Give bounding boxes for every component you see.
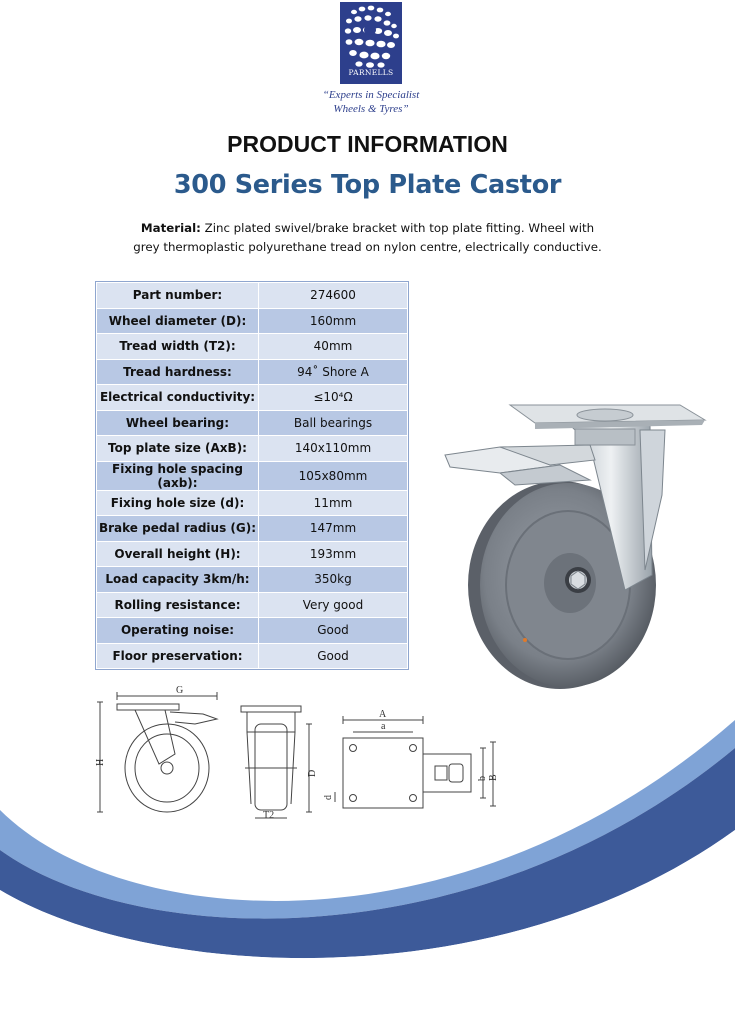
- label-a-small: a: [381, 721, 386, 732]
- spec-row: [97, 359, 408, 385]
- spec-value: Good: [259, 618, 408, 644]
- spec-row: [97, 490, 408, 516]
- spec-label: Tread width (T2):: [97, 334, 259, 360]
- spec-label: Tread hardness:: [97, 359, 259, 385]
- spec-value: 11mm: [259, 490, 408, 516]
- label-t2: T2: [263, 810, 275, 821]
- spec-row: [97, 567, 408, 593]
- spec-row: [97, 308, 408, 334]
- decorative-swoosh: [0, 700, 735, 1024]
- spec-label: Rolling resistance:: [97, 592, 259, 618]
- material-line1: Zinc plated swivel/brake bracket with top plate fitting. Wheel with: [200, 221, 595, 235]
- page-heading: PRODUCT INFORMATION: [227, 131, 508, 157]
- spec-row: [97, 618, 408, 644]
- castor-product-image: [440, 385, 710, 700]
- spec-value: 105x80mm: [259, 461, 408, 490]
- label-b-big: B: [488, 774, 499, 781]
- spec-label: Top plate size (AxB):: [97, 436, 259, 462]
- spec-row: [97, 541, 408, 567]
- material-label: Material:: [140, 221, 201, 235]
- spec-row: [97, 410, 408, 436]
- spec-value: Ball bearings: [259, 410, 408, 436]
- spec-label: Fixing hole size (d):: [97, 490, 259, 516]
- spec-row: [97, 334, 408, 360]
- spec-row: [97, 283, 408, 309]
- spec-row: [97, 643, 408, 669]
- spec-row: [97, 461, 408, 490]
- label-a-big: A: [379, 709, 387, 720]
- spec-value: ≤10⁴Ω: [259, 385, 408, 411]
- label-d-small: d: [323, 795, 334, 800]
- spec-value: 274600: [259, 283, 408, 309]
- material-line2: grey thermoplastic polyurethane tread on nylon centre, electrically conductive.: [133, 240, 602, 254]
- spec-value: 160mm: [259, 308, 408, 334]
- spec-value: 147mm: [259, 516, 408, 542]
- spec-label: Floor preservation:: [97, 643, 259, 669]
- spec-row: [97, 592, 408, 618]
- spec-value: 350kg: [259, 567, 408, 593]
- spec-label: Operating noise:: [97, 618, 259, 644]
- spec-value: Good: [259, 643, 408, 669]
- spec-label: Wheel diameter (D):: [97, 308, 259, 334]
- spec-table: [96, 282, 408, 669]
- material-description: [120, 219, 615, 257]
- spec-row: [97, 436, 408, 462]
- label-d-big: D: [307, 769, 318, 777]
- spec-label: Wheel bearing:: [97, 410, 259, 436]
- logo-tagline-line2: Wheels & Tyres”: [333, 103, 409, 115]
- spec-row: [97, 385, 408, 411]
- spec-label: Electrical conductivity:: [97, 385, 259, 411]
- spec-value: 140x110mm: [259, 436, 408, 462]
- spec-value: 40mm: [259, 334, 408, 360]
- label-b-small: b: [477, 776, 488, 781]
- label-h: H: [95, 758, 106, 766]
- label-g: G: [176, 685, 184, 696]
- spec-label: Brake pedal radius (G):: [97, 516, 259, 542]
- spec-value: 94˚ Shore A: [259, 359, 408, 385]
- spec-row: [97, 516, 408, 542]
- spec-label: Overall height (H):: [97, 541, 259, 567]
- spec-value: 193mm: [259, 541, 408, 567]
- spec-label: Load capacity 3km/h:: [97, 567, 259, 593]
- logo-tagline-line1: “Experts in Specialist: [322, 89, 420, 101]
- product-title: 300 Series Top Plate Castor: [173, 170, 562, 200]
- spec-value: Very good: [259, 592, 408, 618]
- spec-label: Fixing hole spacing (axb):: [97, 461, 259, 490]
- spec-label: Part number:: [97, 283, 259, 309]
- logo-wordmark: PARNELLS: [348, 68, 394, 77]
